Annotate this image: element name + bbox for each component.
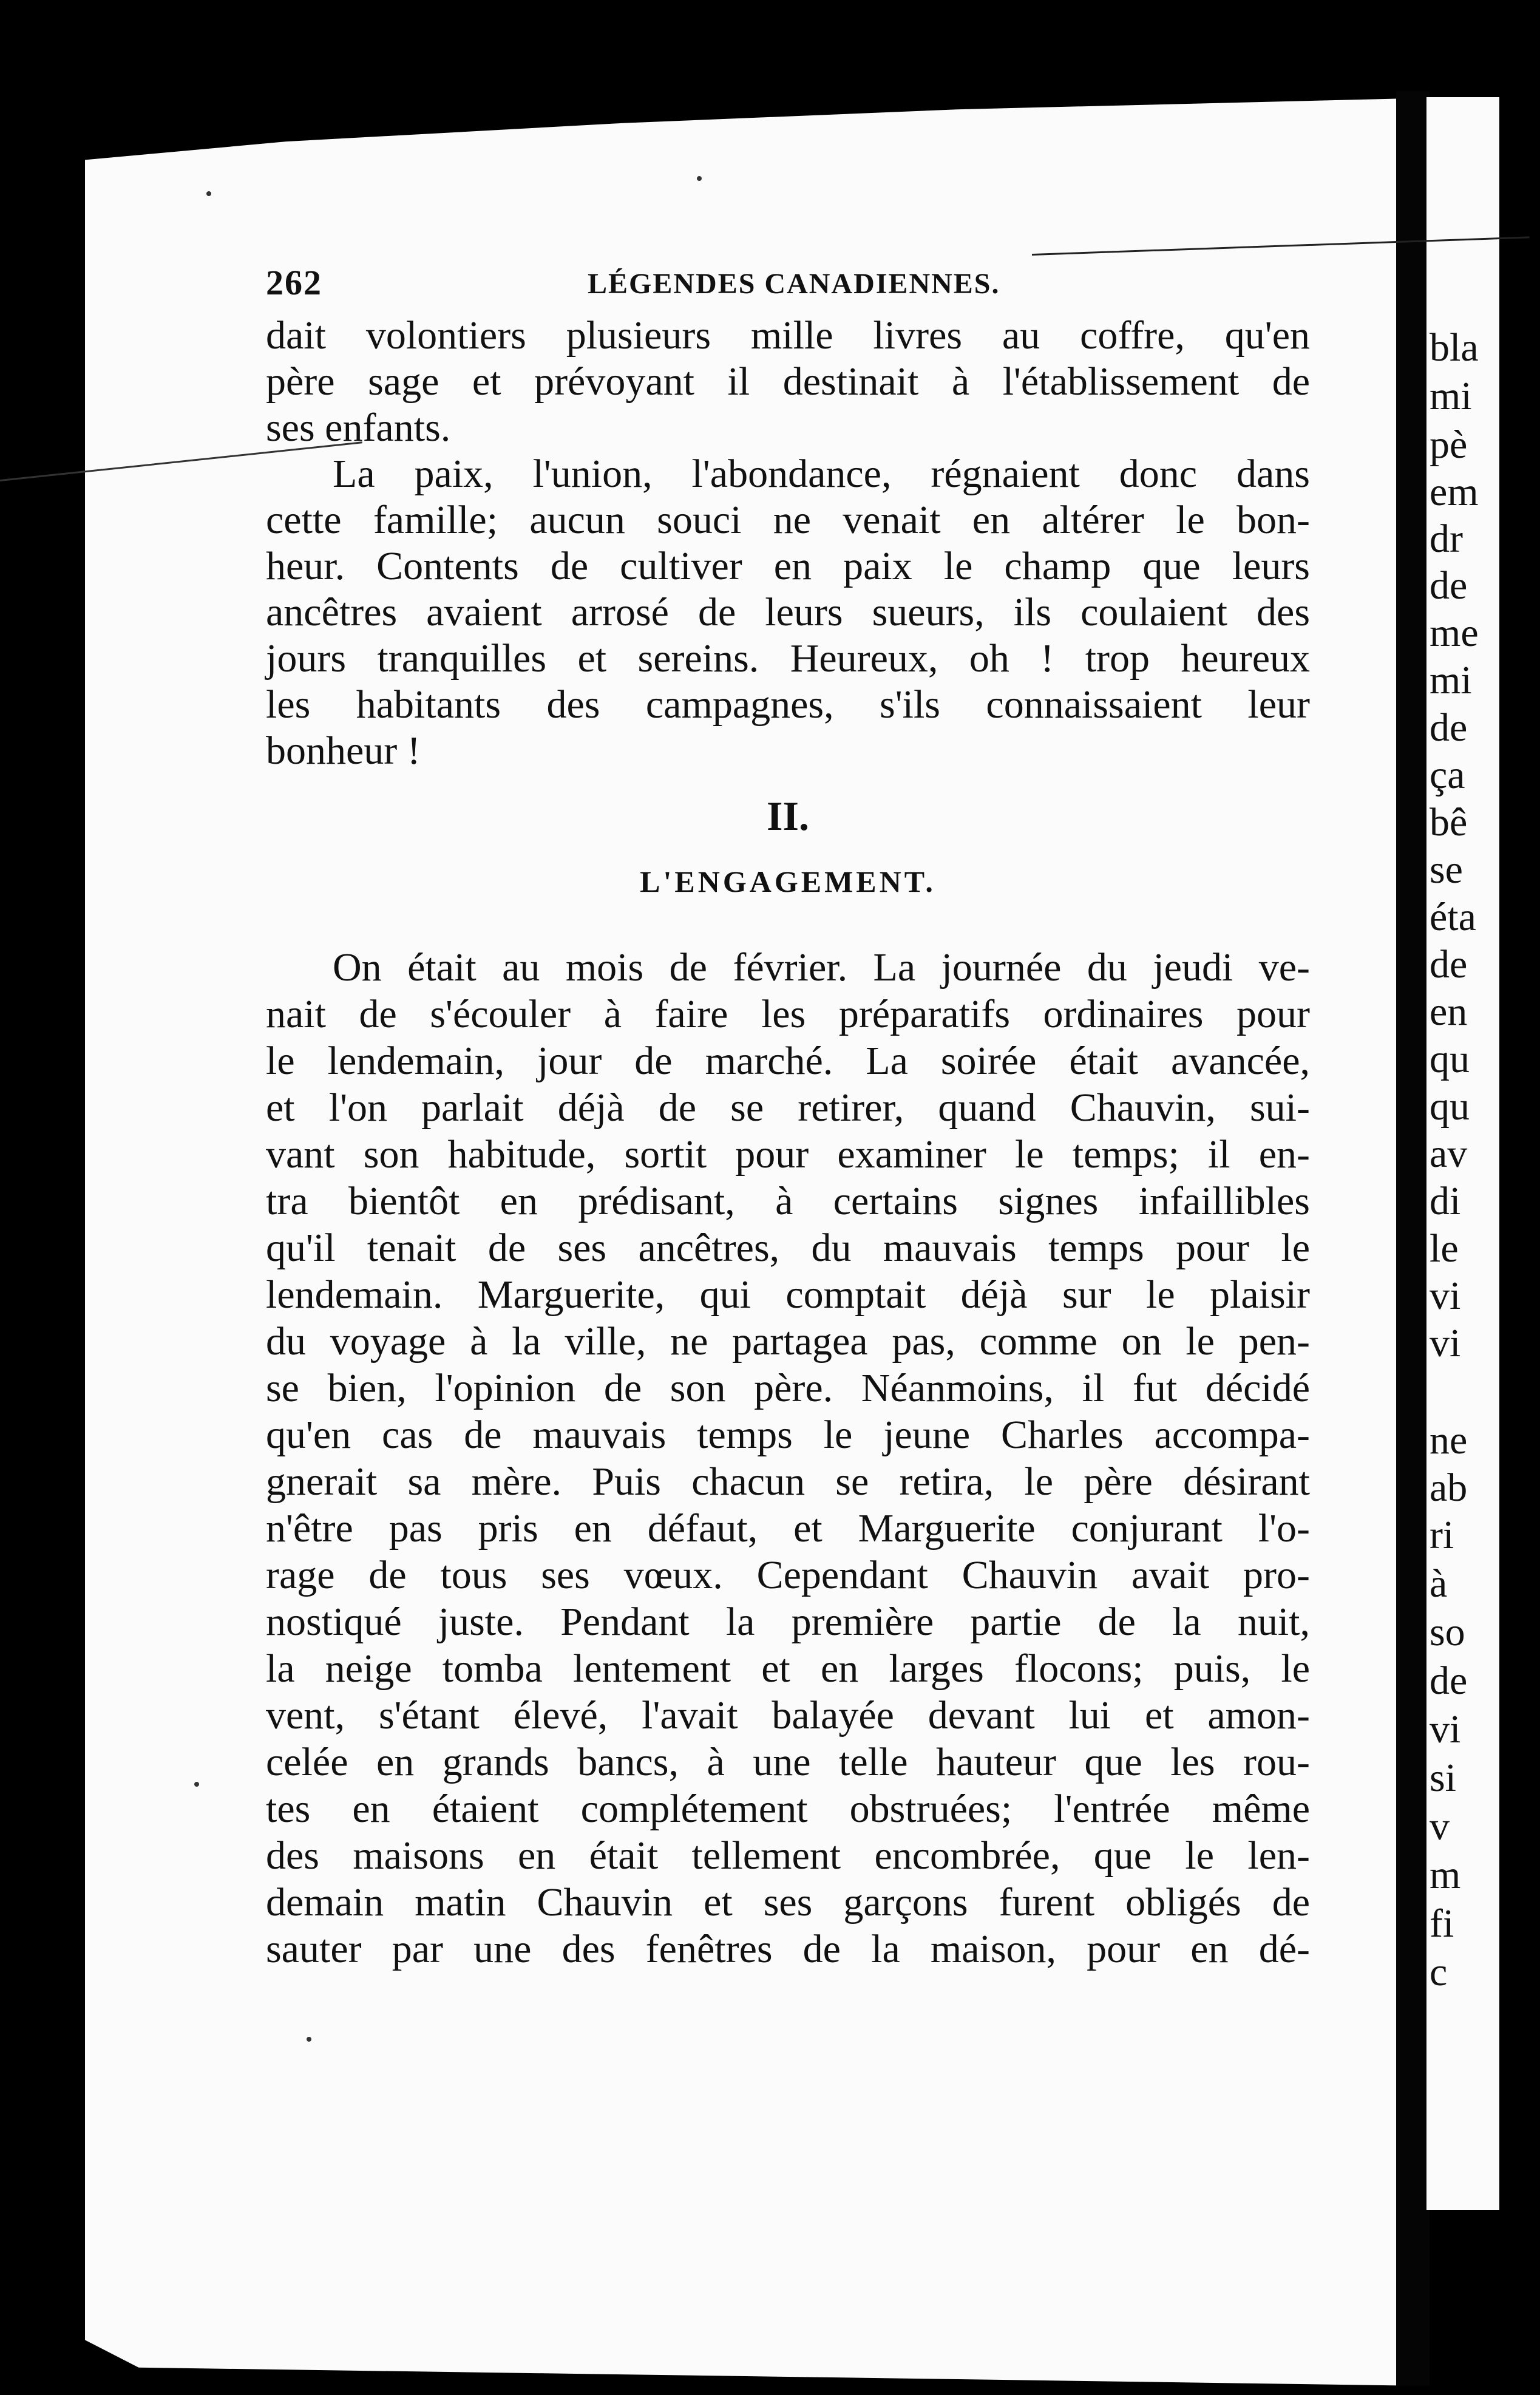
text-line: heur. Contents de cultiver en paix le champ que leurs <box>266 544 1310 588</box>
facing-page-fragment: v <box>1430 1804 1450 1849</box>
facing-page-fragment: di <box>1430 1179 1461 1223</box>
facing-page-fragment: m <box>1430 1853 1461 1897</box>
paragraph-2 <box>266 944 1310 1972</box>
facing-page-fragment: de <box>1430 705 1468 750</box>
facing-page-fragment: vi <box>1430 1707 1461 1751</box>
facing-page-fragment: de <box>1430 563 1468 608</box>
facing-page-fragment: qu <box>1430 1037 1470 1081</box>
facing-page-fragment: de <box>1430 942 1468 987</box>
text-line: ses enfants. <box>266 406 451 450</box>
facing-page-fragment: mi <box>1430 658 1472 702</box>
facing-page-fragment: éta <box>1430 895 1476 939</box>
facing-page-fragment: si <box>1430 1756 1457 1800</box>
facing-page-fragment: ri <box>1430 1513 1454 1557</box>
facing-page-fragment: vi <box>1430 1274 1461 1318</box>
speck <box>307 2037 311 2042</box>
text-line: se bien, l'opinion de son père. Néanmoins, il fut décidé <box>266 1366 1310 1410</box>
text-line: qu'il tenait de ses ancêtres, du mauvais temps pour le <box>266 1226 1310 1270</box>
facing-page-fragment: vi <box>1430 1321 1461 1365</box>
facing-page-fragment: ab <box>1430 1466 1468 1510</box>
text-line: tes en étaient complétement obstruées; l'entrée même <box>266 1787 1310 1831</box>
text-line: demain matin Chauvin et ses garçons furent obligés de <box>266 1880 1310 1924</box>
paragraph-1 <box>266 451 1310 774</box>
facing-page-fragment: mi <box>1430 374 1472 418</box>
text-line: sauter par une des fenêtres de la maison, pour en dé- <box>266 1927 1310 1971</box>
text-line: On était au mois de février. La journée du jeudi ve- <box>333 945 1310 990</box>
text-line: La paix, l'union, l'abondance, régnaient donc dans <box>333 452 1310 496</box>
text-line: les habitants des campagnes, s'ils connaissaient leur <box>266 682 1310 727</box>
facing-page-fragment: fi <box>1430 1901 1454 1946</box>
facing-page-fragment: dr <box>1430 517 1463 561</box>
text-line: le lendemain, jour de marché. La soirée était avancée, <box>266 1039 1310 1083</box>
speck <box>206 191 211 196</box>
text-line: père sage et prévoyant il destinait à l'établissement de <box>266 359 1310 404</box>
text-line: ancêtres avaient arrosé de leurs sueurs, ils coulaient des <box>266 590 1310 634</box>
text-line: cette famille; aucun souci ne venait en altérer le bon- <box>266 498 1310 542</box>
text-line: des maisons en était tellement encombrée, que le len- <box>266 1833 1310 1878</box>
facing-page-fragment: em <box>1430 470 1479 514</box>
text-line: la neige tomba lentement et en larges flocons; puis, le <box>266 1646 1310 1691</box>
text-line: qu'en cas de mauvais temps le jeune Charles accompa- <box>266 1413 1310 1457</box>
facing-page-fragment: qu <box>1430 1084 1470 1129</box>
text-line: vant son habitude, sortit pour examiner le temps; il en- <box>266 1132 1310 1177</box>
running-title: LÉGENDES CANADIENNES. <box>588 268 1000 300</box>
text-line: du voyage à la ville, ne partagea pas, comme on le pen- <box>266 1319 1310 1364</box>
facing-page-fragment: ça <box>1430 753 1465 797</box>
facing-page-fragment: so <box>1430 1610 1465 1654</box>
facing-page-fragment: de <box>1430 1659 1468 1703</box>
facing-page-fragment: à <box>1430 1561 1448 1606</box>
text-line: rage de tous ses vœux. Cependant Chauvin avait pro- <box>266 1553 1310 1597</box>
facing-page-fragment: se <box>1430 848 1463 892</box>
speck <box>194 1782 199 1787</box>
facing-page-fragment: ne <box>1430 1418 1468 1462</box>
text-line: bonheur ! <box>266 729 421 773</box>
continuation-text <box>266 313 1310 451</box>
text-line: tra bientôt en prédisant, à certains signes infaillibles <box>266 1179 1310 1223</box>
page-number: 262 <box>266 263 322 302</box>
text-line: lendemain. Marguerite, qui comptait déjà sur le plaisir <box>266 1272 1310 1317</box>
facing-page-fragment: bê <box>1430 800 1468 844</box>
text-line: dait volontiers plusieurs mille livres au coffre, qu'en <box>266 313 1310 358</box>
text-line: gnerait sa mère. Puis chacun se retira, le père désirant <box>266 1459 1310 1504</box>
book-gutter <box>1396 91 1430 2386</box>
text-line: n'être pas pris en défaut, et Marguerite conjurant l'o- <box>266 1506 1310 1551</box>
facing-page-fragment: me <box>1430 611 1479 655</box>
section-number: II. <box>767 793 809 839</box>
facing-page-fragment: en <box>1430 990 1468 1034</box>
text-line: jours tranquilles et sereins. Heureux, oh ! trop heureux <box>266 636 1310 681</box>
text-line: et l'on parlait déjà de se retirer, quand Chauvin, sui- <box>266 1085 1310 1130</box>
facing-page-fragment: bla <box>1430 325 1479 370</box>
text-line: celée en grands bancs, à une telle hauteur que les rou- <box>266 1740 1310 1784</box>
facing-page-fragment: c <box>1430 1950 1448 1994</box>
section-title: L'ENGAGEMENT. <box>640 865 936 899</box>
facing-page-fragment: av <box>1430 1132 1468 1176</box>
facing-page-fragment: le <box>1430 1226 1459 1271</box>
facing-page-fragment: pè <box>1430 423 1468 467</box>
speck <box>697 176 702 181</box>
text-line: nostiqué juste. Pendant la première partie de la nuit, <box>266 1600 1310 1644</box>
text-line: vent, s'étant élevé, l'avait balayée devant lui et amon- <box>266 1693 1310 1738</box>
text-line: nait de s'écouler à faire les préparatifs ordinaires pour <box>266 992 1310 1036</box>
